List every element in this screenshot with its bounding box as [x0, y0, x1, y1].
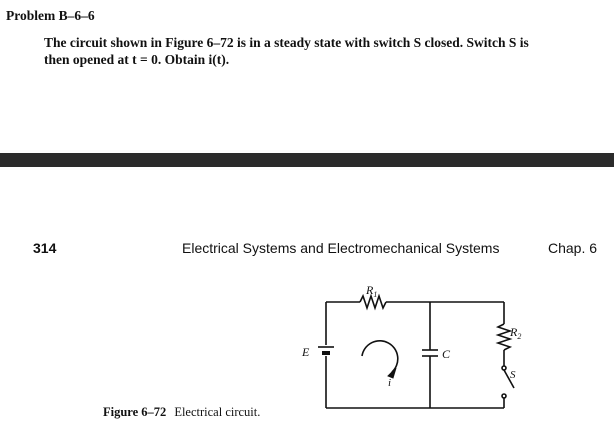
- label-r1: $R_1$: [366, 284, 378, 299]
- problem-title: Problem B–6–6: [6, 8, 95, 23]
- page-divider: [0, 153, 614, 167]
- label-source-e: E: [302, 345, 310, 359]
- chapter-label: Chap. 6: [548, 240, 598, 256]
- page-number: 314: [33, 240, 57, 256]
- current-loop-arrow: [362, 341, 398, 372]
- label-r2: $R_2$: [510, 325, 522, 341]
- problem-statement: [44, 34, 604, 68]
- resistor-r2: [498, 324, 510, 350]
- figure-caption-text: Electrical circuit.: [174, 405, 261, 419]
- circuit-diagram: [296, 284, 536, 424]
- figure-caption: [103, 405, 260, 420]
- label-capacitor-c: C: [442, 347, 451, 361]
- figure-number: Figure 6–72: [103, 405, 167, 419]
- switch-contact-top: [502, 366, 506, 370]
- label-current-i: i: [388, 377, 392, 389]
- switch-contact-bottom: [502, 394, 506, 398]
- problem-line-2: then opened at t = 0. Obtain i(t).: [44, 52, 230, 67]
- running-title: Electrical Systems and Electromechanical Systems: [182, 240, 500, 256]
- label-switch-s: S: [510, 369, 516, 381]
- problem-line-1: The circuit shown in Figure 6–72 is in a steady state with switch S closed. Switch S is: [44, 35, 529, 50]
